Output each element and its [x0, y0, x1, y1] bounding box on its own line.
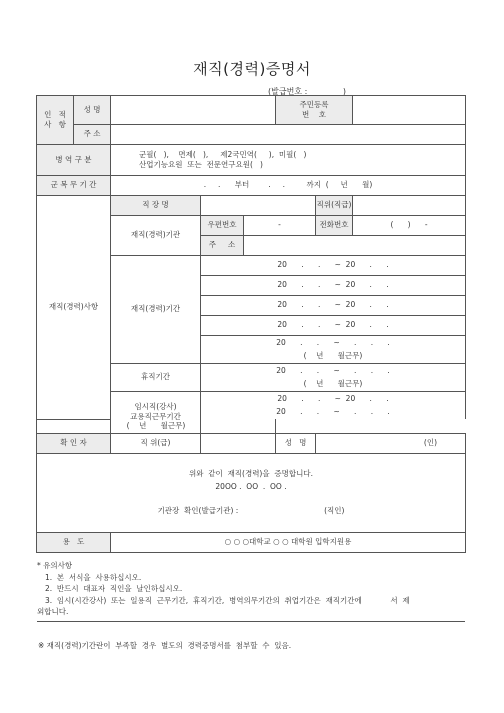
military-period-label: 군 복 무 기 간: [37, 176, 111, 196]
military-period-field[interactable]: . . 부터 . . 까지 ( 년 월): [111, 176, 466, 196]
notes-heading: * 유의사항: [37, 561, 73, 570]
military-options[interactable]: 군필( ), 면제( ), 제2국민역( ), 미필( ) 산업기능요원 또는 전문연구요원( ): [111, 145, 466, 176]
notes-section: [37, 560, 465, 622]
military-label: 병 역 구 분: [37, 145, 111, 176]
note-item: 외합니다.: [37, 607, 69, 616]
career-period-1[interactable]: 20 . . ~ 20 . .: [201, 256, 466, 276]
career-period-3[interactable]: 20 . . ~ 20 . .: [201, 296, 466, 316]
confirmer-position-label: 직 위(급): [111, 433, 201, 453]
name-label: 성 명: [74, 96, 111, 125]
rrn-field[interactable]: [353, 96, 466, 125]
career-period-label: 재직(경력)기간: [111, 256, 201, 364]
temp-period-1[interactable]: 20 . . ~ 20 . .: [201, 392, 466, 407]
workplace-name-field[interactable]: [201, 196, 316, 216]
phone-field[interactable]: ( ) -: [353, 216, 466, 236]
note-item: 1. 본 서식을 사용하십시오.: [45, 572, 142, 582]
personal-section-label: 인 적 사 항: [37, 96, 74, 145]
certification-issuer[interactable]: 기관장 확인(발급기관) : (직인): [157, 506, 345, 516]
issue-number: (발급번호 : ): [268, 87, 346, 96]
temp-months[interactable]: ( 년 월근무): [37, 419, 276, 433]
workplace-name-label: 직 장 명: [111, 196, 201, 216]
address-field[interactable]: [111, 125, 466, 145]
certification-statement: 위와 같이 재직(경력)을 증명합니다.: [189, 468, 313, 478]
footnote: ※ 재직(경력)기간란이 부족할 경우 별도의 경력증명서를 첨부할 수 있음.: [38, 641, 292, 650]
postcode-label: 우편번호: [201, 216, 244, 236]
usage-label: 용 도: [37, 532, 111, 552]
address-label: 주 소: [74, 125, 111, 145]
certification-box: [37, 453, 466, 532]
career-period-4[interactable]: 20 . . ~ 20 . .: [201, 316, 466, 336]
institution-label: 재직(경력)기관: [111, 216, 201, 256]
position-field[interactable]: [353, 196, 466, 216]
certification-date: 20OO . OO . OO .: [215, 481, 287, 491]
leave-label: 휴직기간: [111, 364, 201, 392]
name-field[interactable]: [111, 96, 276, 125]
leave-period[interactable]: 20 . . ~ . . .: [201, 364, 466, 379]
career-section-label: 재직(경력)사항: [37, 196, 111, 420]
confirmer-name-label: 성 명: [276, 433, 316, 453]
career-period-5[interactable]: 20 . . ~ . . .: [201, 336, 466, 351]
postcode-field[interactable]: -: [244, 216, 316, 236]
temp-period-2[interactable]: 20 . . ~ . . .: [201, 406, 466, 419]
note-item: 2. 반드시 대표자 직인을 날인하십시오.: [45, 584, 183, 593]
phone-label: 전화번호: [316, 216, 353, 236]
career-period-months[interactable]: ( 년 월근무): [201, 350, 466, 364]
usage-value: ○ ○ ○대학교 ○ ○ 대학원 입학지원용: [111, 532, 466, 552]
institution-address-label: 주 소: [201, 236, 244, 256]
institution-address-field[interactable]: [244, 236, 466, 256]
document-title: 재직(경력)증명서: [193, 60, 311, 78]
confirmer-seal[interactable]: (인): [316, 433, 466, 453]
temp-work-label: 임시직(강사) 교용직근무기간: [111, 392, 201, 434]
rrn-label: 주민등록 번 호: [276, 96, 353, 125]
confirmer-position-field[interactable]: [201, 433, 276, 453]
career-period-2[interactable]: 20 . . ~ 20 . .: [201, 276, 466, 296]
leave-months[interactable]: ( 년 월근무): [201, 378, 466, 392]
confirmer-label: 확 인 자: [37, 433, 111, 453]
certificate-form: [36, 95, 466, 553]
position-label: 직위(직급): [316, 196, 353, 216]
note-item: 3. 임시(시간강사) 또는 일용직 근무기간, 휴직기간, 병역의무기간의 취업기간은 재직기간에 서 제: [45, 595, 410, 605]
